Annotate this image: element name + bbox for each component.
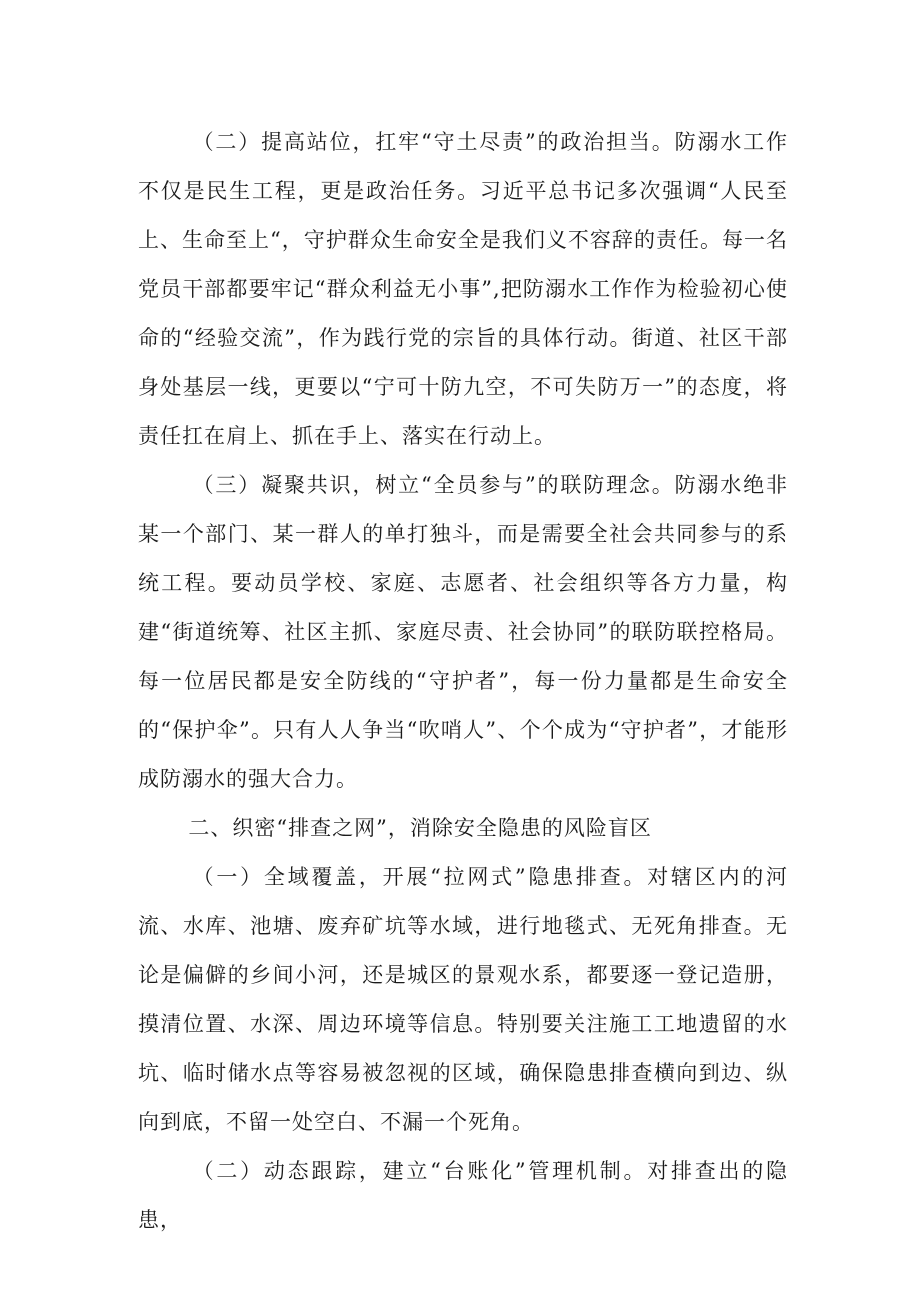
paragraph-full-coverage: （一）全域覆盖，开展“拉网式”隐患排查。对辖区内的河流、水库、池塘、废弃矿坑等水域，进行地毯式、无死角排查。无论是偏僻的乡间小河，还是城区的景观水系，都要逐一登记造册，摸清位置、水深、周边环境等信息。特别要关注施工工地遗留的水坑、临时储水点等容易被忽视的区域，确保隐患排查横向到边、纵向到底，不留一处空白、不漏一个死角。 [138,865,788,1134]
section-heading-inspection-net: 二、织密“排查之网”，消除安全隐患的风险盲区 [188,816,652,840]
document-body [138,118,788,1245]
paragraph-joint-prevention: （三）凝聚共识，树立“全员参与”的联防理念。防溺水绝非某一个部门、某一群人的单打独斗，而是需要全社会共同参与的系统工程。要动员学校、家庭、志愿者、社会组织等各方力量，构建“街道统筹、社区主抓、家庭尽责、社会协同”的联防联控格局。每一位居民都是安全防线的“守护者”，每一份力量都是生命安全的“保护伞”。只有人人争当“吹哨人”、个个成为“守护者”，才能形成防溺水的强大合力。 [138,473,788,791]
paragraph-dynamic-tracking: （二）动态跟踪，建立“台账化”管理机制。对排查出的隐患， [138,1159,788,1232]
paragraph-political-responsibility: （二）提高站位，扛牢“守土尽责”的政治担当。防溺水工作不仅是民生工程，更是政治任务。习近平总书记多次强调“人民至上、生命至上“，守护群众生命安全是我们义不容辞的责任。每一名党员干部都要牢记“群众利益无小事”,把防溺水工作作为检验初心使命的“经验交流”，作为践行党的宗旨的具体行动。街道、社区干部身处基层一线，更要以“宁可十防九空，不可失防万一”的态度，将责任扛在肩上、抓在手上、落实在行动上。 [138,130,788,448]
